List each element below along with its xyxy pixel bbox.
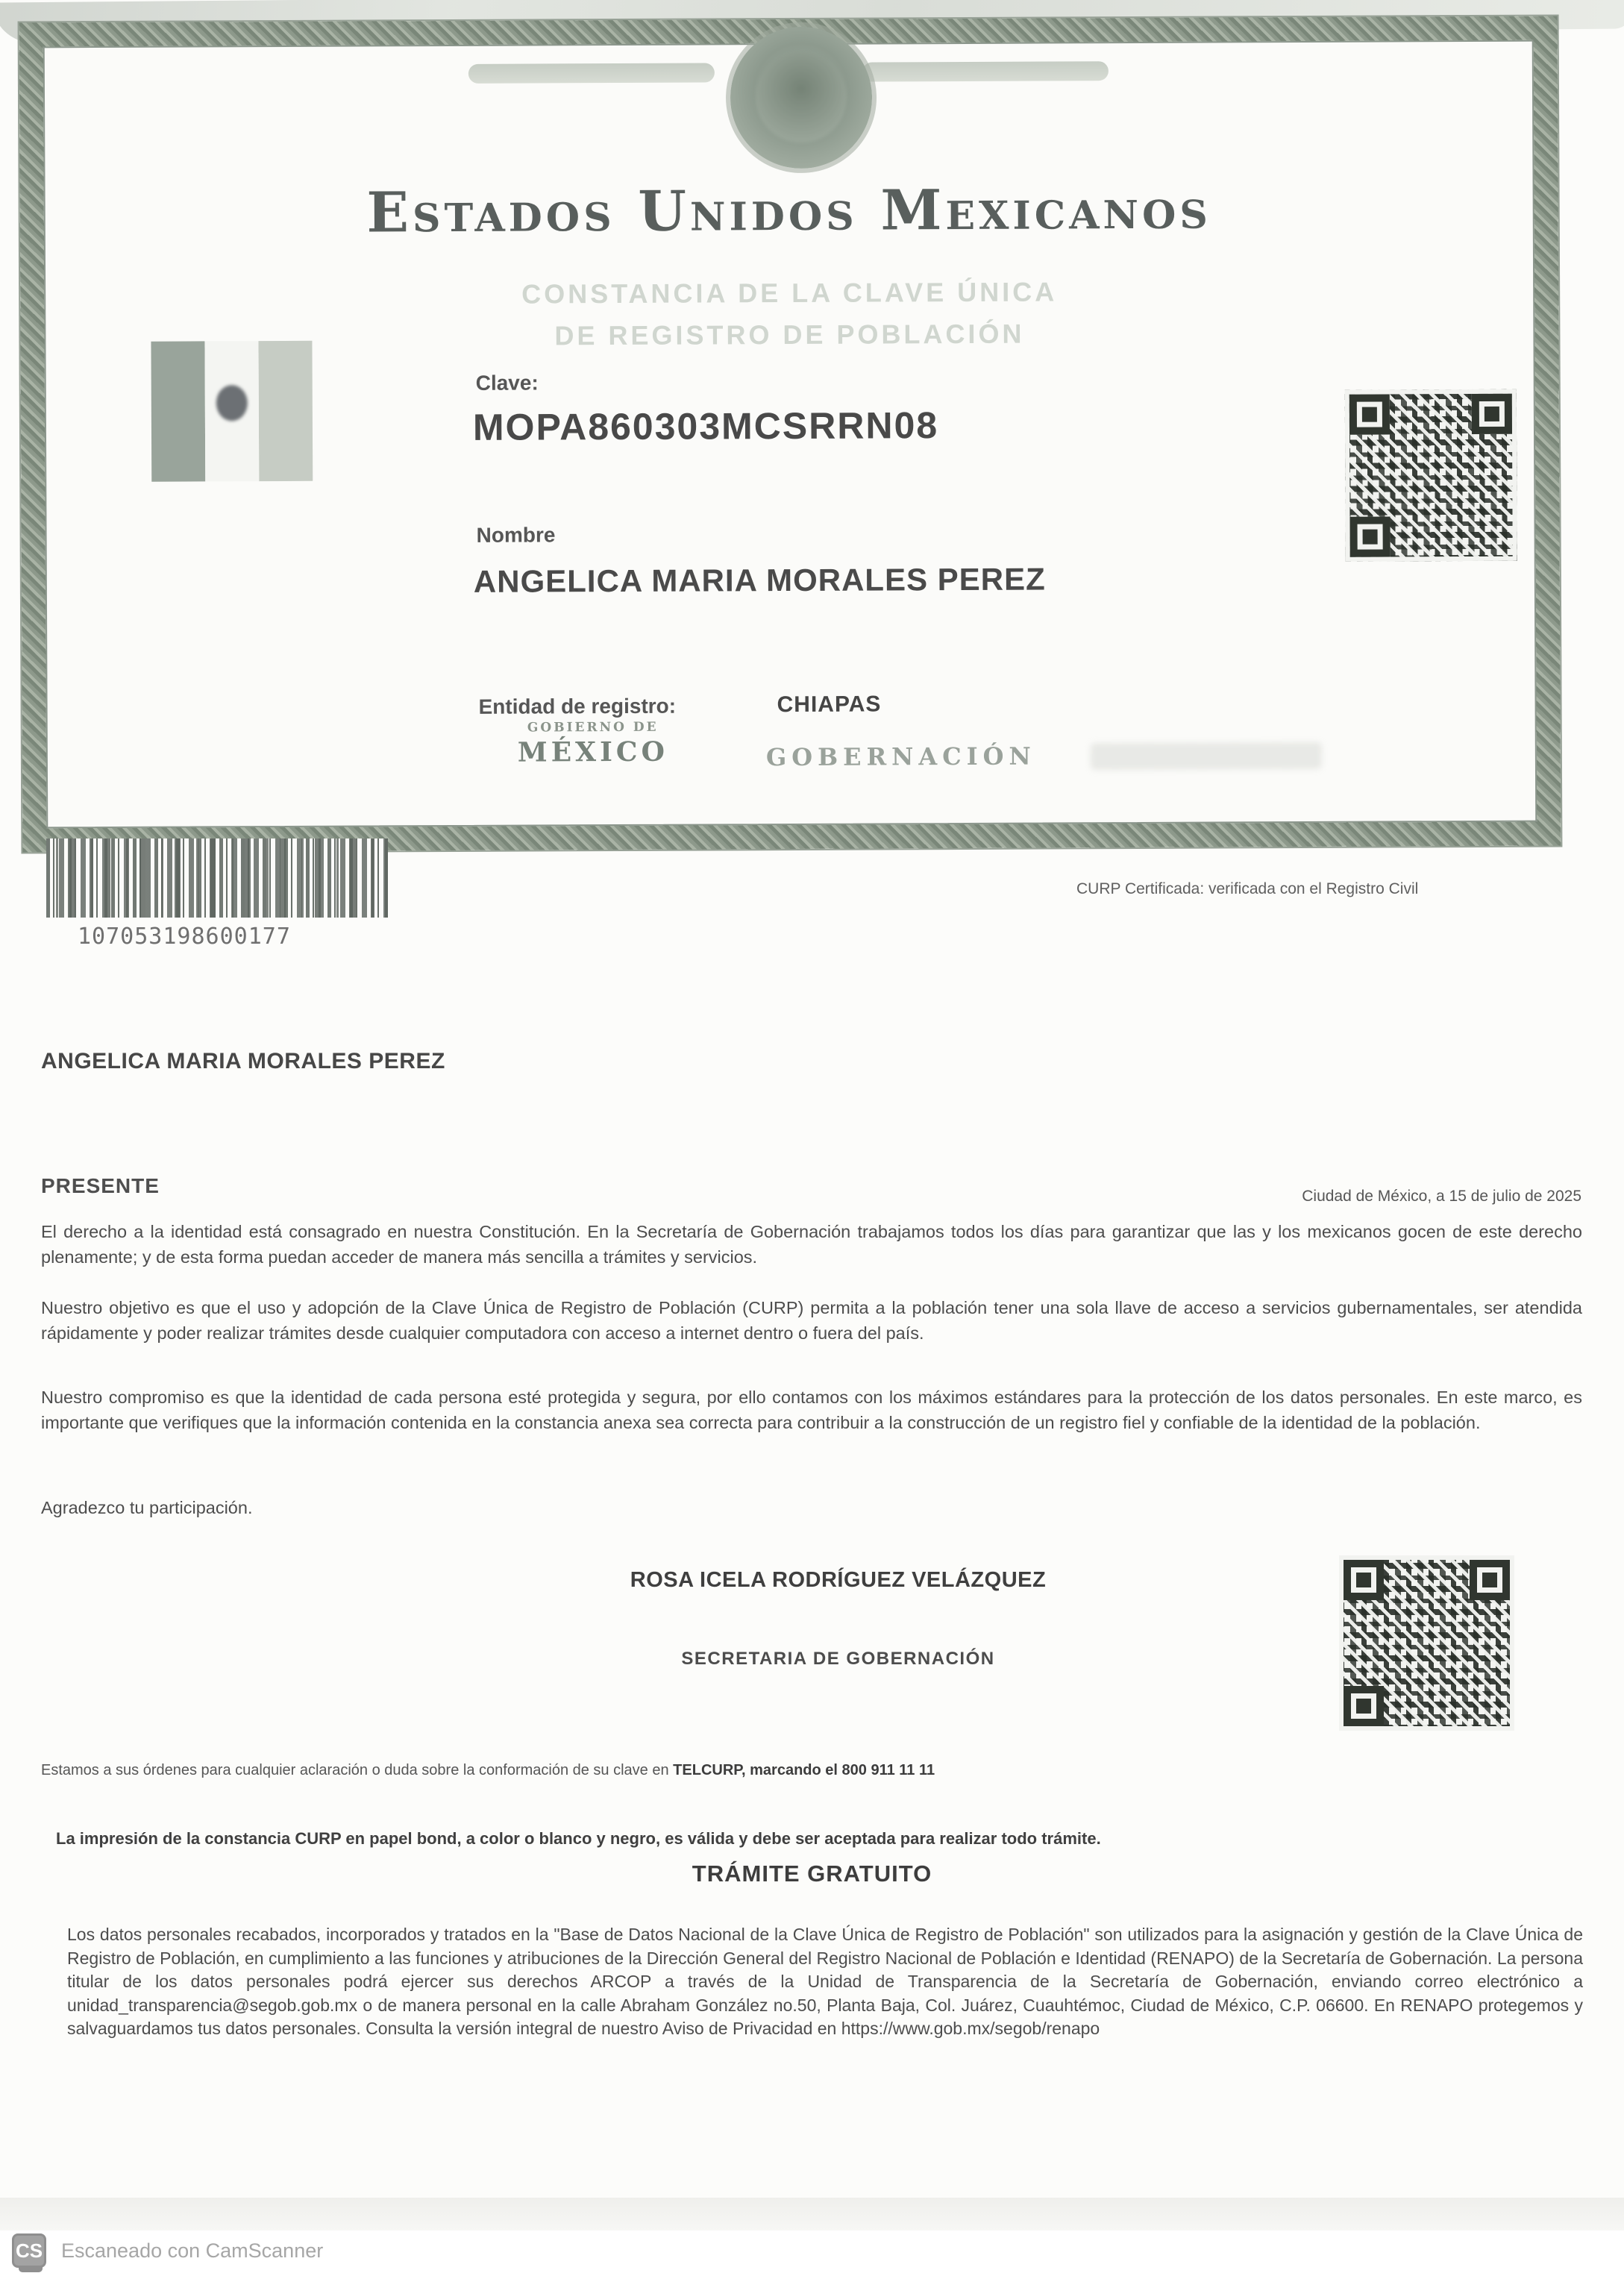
flag-band-green — [151, 341, 205, 481]
contact-prefix: Estamos a sus órdenes para cualquier aclaración o duda sobre la conformación de su clave en — [41, 1762, 674, 1778]
privacy-notice: Los datos personales recabados, incorporados y tratados en la "Base de Datos Nacional de la Clave Única de Registro de Población" son utilizados para la asignación y gestión de la Clave Única de Registro de Población, en cumplimiento a las funciones y atribuciones de la Dirección General del Registro Nacional de Población e Identidad (RENAPO) de la Secretaría de Gobernación. La persona titular de los datos personales podrá ejercer sus derechos ARCOP a través de la Unidad de Transparencia de la Secretaría de Gobernación, enviando correo electrónico a unidad_transparencia@segob.gob.mx o de manera personal en la calle Abraham González no.50, Planta Baja, Col. Juárez, Cuauhtémoc, Ciudad de México, C.P. 06600. En RENAPO protegemos y salvaguardamos tus datos personales. Consulta la versión integral de nuestro Aviso de Privacidad en https://www.gob.mx/segob/renapo — [67, 1925, 1583, 2038]
gobierno-logo-line2: MÉXICO — [517, 736, 668, 768]
curp-certified-note: CURP Certificada: verificada con el Registro Civil — [1076, 880, 1419, 897]
gobierno-logo-line1: GOBIERNO DE — [527, 719, 659, 736]
free-procedure-heading: TRÁMITE GRATUITO — [692, 1860, 932, 1887]
qr-finder-icon — [1344, 1560, 1384, 1600]
qr-code-letter — [1339, 1555, 1514, 1731]
curp-certificate — [19, 16, 1561, 853]
barcode — [46, 838, 388, 918]
contact-line — [41, 1762, 935, 1779]
qr-finder-icon — [1349, 394, 1390, 434]
letter-recipient-name: ANGELICA MARIA MORALES PEREZ — [41, 1049, 445, 1073]
qr-finder-icon — [1472, 394, 1512, 434]
faded-logo-ghost — [1091, 742, 1322, 770]
flag-band-red — [258, 341, 313, 481]
signature-name: ROSA ICELA RODRÍGUEZ VELÁZQUEZ — [630, 1568, 1047, 1592]
qr-code-certificate — [1345, 389, 1517, 562]
camscanner-text: Escaneado con CamScanner — [61, 2239, 324, 2262]
validity-notice: La impresión de la constancia CURP en papel bond, a color o blanco y negro, es válida y debe ser aceptada para realizar todo trámite. — [56, 1829, 1101, 1848]
letter-paragraph-3: Nuestro compromiso es que la identidad de cada persona esté protegida y segura, por ello contamos con los máximos estándares para la protección de los datos personales. En este marco, es importante que verifiques que la información contenida en la constancia anexa sea correcta para contribuir a la construcción de un registro fiel y confiable de la identidad de la población. — [41, 1388, 1582, 1432]
gobernacion-logo: GOBERNACIÓN — [765, 742, 1036, 772]
entidad-registro-label: Entidad de registro: — [478, 694, 677, 718]
letter-paragraph-2: Nuestro objetivo es que el uso y adopción de la Clave Única de Registro de Población (CURP) permita a la población tener una sola llave de acceso a servicios gubernamentales, ser atendida rápidamente y poder realizar trámites desde cualquier computadora con acceso a internet dentro o fuera del país. — [41, 1298, 1582, 1343]
qr-finder-icon — [1349, 516, 1390, 557]
camscanner-icon: CS — [12, 2233, 46, 2268]
certificate-watermark-line2: DE REGISTRO DE POBLACIÓN — [554, 318, 1025, 351]
barcode-number: 107053198600177 — [78, 924, 291, 950]
letter-paragraph-1: El derecho a la identidad está consagrado en nuestra Constitución. En la Secretaría de Gobernación trabajamos todos los días para garantizar que las y los mexicanos gocen de este derecho plenamente; y de esta forma puedan acceder de manera más sencilla a trámites y servicios. — [41, 1222, 1582, 1267]
letter-closing: Agradezco tu participación. — [41, 1498, 253, 1517]
laurel-ornament-right — [862, 61, 1109, 81]
clave-label: Clave: — [475, 371, 539, 395]
mexican-flag — [151, 341, 313, 482]
camscanner-footer — [0, 2230, 1624, 2276]
entidad-registro-value: CHIAPAS — [777, 692, 882, 718]
nombre-value: ANGELICA MARIA MORALES PEREZ — [473, 561, 1046, 599]
curp-key-value: MOPA860303MCSRRN08 — [472, 404, 939, 448]
gobierno-de-mexico-logo — [477, 719, 709, 768]
flag-band-white — [204, 341, 259, 481]
qr-finder-icon — [1470, 1560, 1510, 1600]
certificate-title: Estados Unidos Mexicanos — [366, 177, 1212, 245]
letter-presente: PRESENTE — [41, 1174, 160, 1197]
certificate-watermark-line1: CONSTANCIA DE LA CLAVE ÚNICA — [521, 276, 1058, 310]
nombre-label: Nombre — [476, 523, 556, 547]
laurel-ornament-left — [468, 63, 715, 83]
letter-date: Ciudad de México, a 15 de julio de 2025 — [1302, 1188, 1581, 1205]
national-emblem-icon — [730, 27, 873, 169]
qr-finder-icon — [1344, 1686, 1384, 1726]
signature-title: SECRETARIA DE GOBERNACIÓN — [681, 1649, 995, 1669]
contact-telcurp-bold: TELCURP, marcando el 800 911 11 11 — [673, 1762, 935, 1778]
scan-bottom-edge — [0, 2198, 1624, 2230]
